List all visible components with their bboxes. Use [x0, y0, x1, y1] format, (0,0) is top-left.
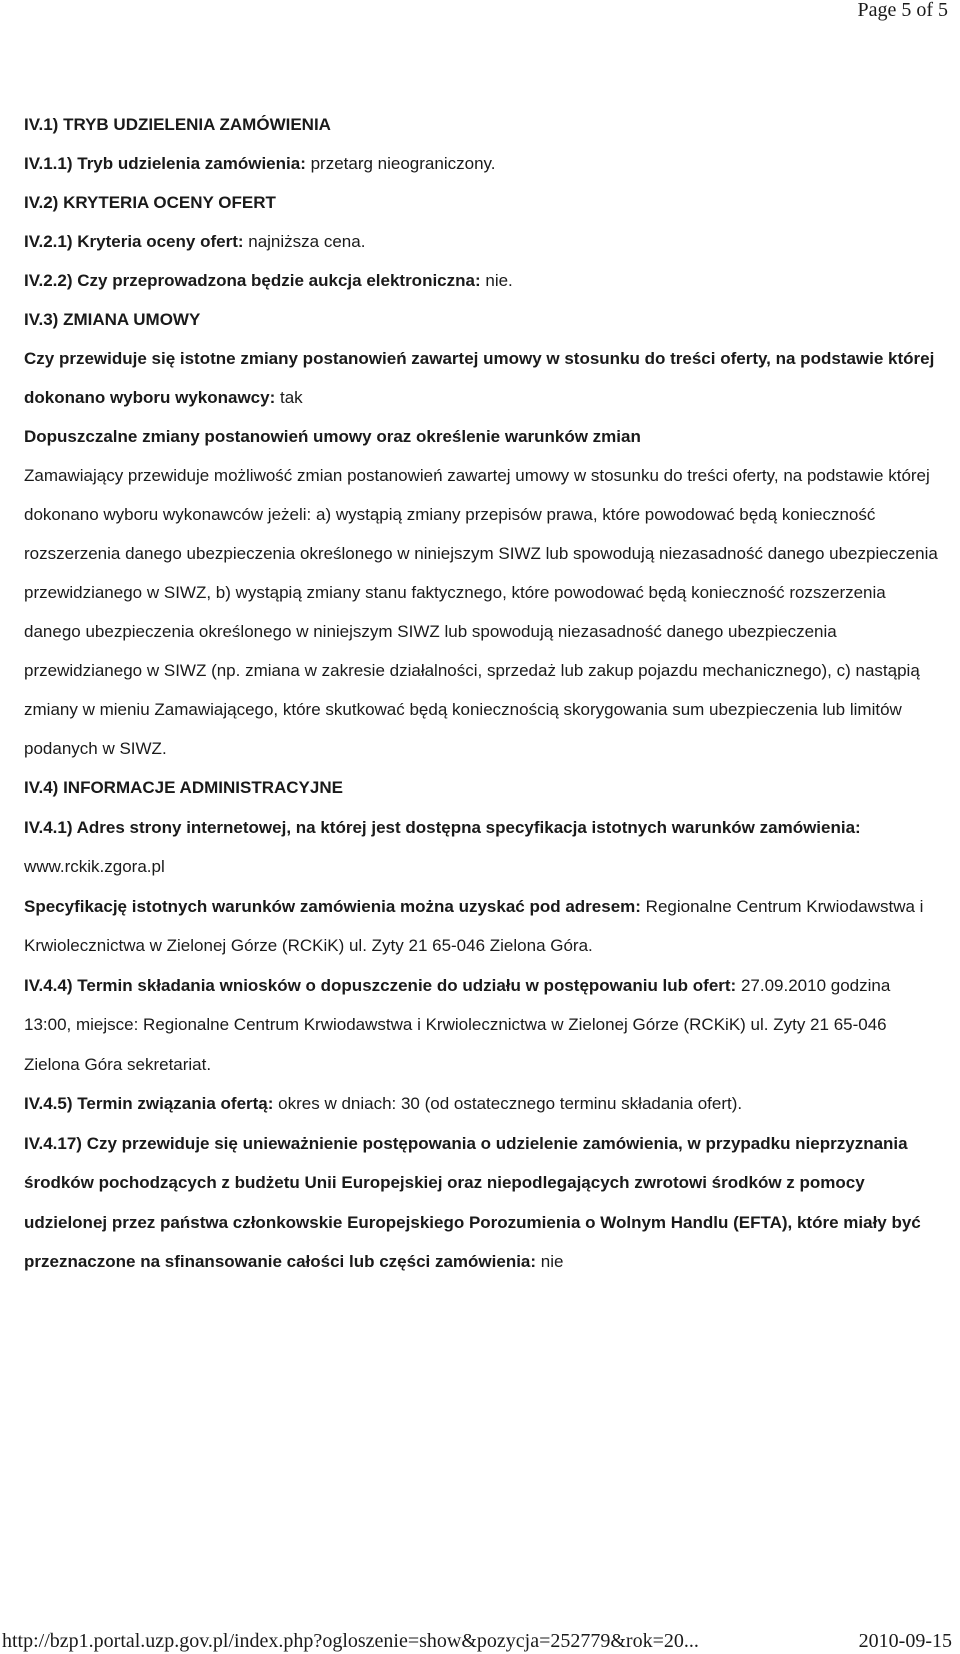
section-iv3-title: IV.3) ZMIANA UMOWY — [24, 310, 201, 329]
field-label: IV.4.17) Czy przewiduje się unieważnienie postępowania o udzielenie zamówienia, w przypadku nieprzyznania środków pochodzących z budżetu Unii Europejskiej oraz niepodlegających zwrotowi środków z pomocy udzielonej przez państwa członkowskie Europejskiego Porozumienia o Wolnym Handlu (EFTA), które miały być przeznaczone na sfinansowanie całości lub części zamówienia: — [24, 1133, 921, 1271]
page-number: Page 5 of 5 — [857, 0, 948, 21]
footer-date: 2010-09-15 — [858, 1630, 952, 1652]
section-iv4-specification-address — [24, 887, 942, 966]
field-label: IV.2.2) Czy przeprowadzona będzie aukcja elektroniczna: — [24, 271, 481, 290]
section-iv4-4 — [24, 966, 942, 1085]
section-iv4-17 — [24, 1124, 942, 1282]
field-value: przetarg nieograniczony. — [305, 154, 496, 173]
field-value: nie. — [480, 271, 513, 290]
field-value: 27.09.2010 godzina 13:00, miejsce: Regionalne Centrum Krwiodawstwa i Krwiolecznictwa w Zielonej Górze (RCKiK) ul. Zyty 21 65-046 Zielona Góra sekretariat. — [24, 975, 891, 1074]
section-iv3-allowed-changes-text: Zamawiający przewiduje możliwość zmian postanowień zawartej umowy w stosunku do treści oferty, na podstawie której dokonano wyboru wykonawców jeżeli: a) wystąpią zmiany przepisów prawa, które powodować będą konieczność rozszerzenia danego ubezpieczenia określonego w niniejszym SIWZ lub spowodują niezasadność danego ubezpieczenia przewidzianego w SIWZ, b) wystąpią zmiany stanu faktycznego, które powodować będą konieczność rozszerzenia danego ubezpieczenia określonego w niniejszym SIWZ lub spowodują niezasadność danego ubezpieczenia przewidzianego w SIWZ (np. zmiana w zakresie działalności, sprzedaż lub zakup pojazdu mechanicznego), c) nastąpią zmiany w mieniu Zamawiającego, które skutkować będą koniecznością skorygowania sum ubezpieczenia lub limitów podanych w SIWZ. — [24, 466, 938, 758]
section-iv4-5 — [24, 1084, 942, 1124]
field-value: www.rckik.zgora.pl — [24, 857, 165, 876]
section-iv2-1 — [24, 222, 942, 261]
field-label: IV.4.1) Adres strony internetowej, na której jest dostępna specyfikacja istotnych warunków zamówienia: — [24, 817, 861, 837]
field-label: Czy przewiduje się istotne zmiany postanowień zawartej umowy w stosunku do treści oferty, na podstawie której dokonano wyboru wykonawcy: — [24, 349, 935, 407]
section-iv4-1 — [24, 808, 942, 887]
field-label: Specyfikację istotnych warunków zamówienia można uzyskać pod adresem: — [24, 896, 641, 916]
field-label: IV.4.5) Termin związania ofertą: — [24, 1094, 274, 1113]
section-iv1-1 — [24, 144, 942, 183]
section-iv4-title: IV.4) INFORMACJE ADMINISTRACYJNE — [24, 778, 343, 797]
field-value: najniższa cena. — [243, 232, 366, 251]
field-value: Regionalne Centrum Krwiodawstwa i Krwiolecznictwa w Zielonej Górze (RCKiK) ul. Zyty 21 65-046 Zielona Góra. — [24, 896, 924, 955]
field-label: IV.1.1) Tryb udzielenia zamówienia: — [24, 154, 306, 173]
field-value: okres w dniach: 30 (od ostatecznego terminu składania ofert). — [273, 1094, 743, 1113]
field-value: nie — [536, 1252, 564, 1271]
section-iv3-allowed-changes-heading: Dopuszczalne zmiany postanowień umowy oraz określenie warunków zmian — [24, 427, 641, 446]
footer-url: http://bzp1.portal.uzp.gov.pl/index.php?ogloszenie=show&pozycja=252779&rok=20... — [2, 1630, 699, 1652]
field-label: IV.2.1) Kryteria oceny ofert: — [24, 232, 244, 251]
section-iv2-2 — [24, 261, 942, 300]
page-footer — [2, 1630, 952, 1652]
section-iv3-question — [24, 339, 942, 417]
field-label: IV.4.4) Termin składania wniosków o dopuszczenie do udziału w postępowaniu lub ofert: — [24, 975, 737, 995]
field-value: tak — [275, 388, 303, 407]
document-body — [24, 105, 942, 1282]
section-iv1-title: IV.1) TRYB UDZIELENIA ZAMÓWIENIA — [24, 115, 331, 134]
section-iv2-title: IV.2) KRYTERIA OCENY OFERT — [24, 193, 276, 212]
